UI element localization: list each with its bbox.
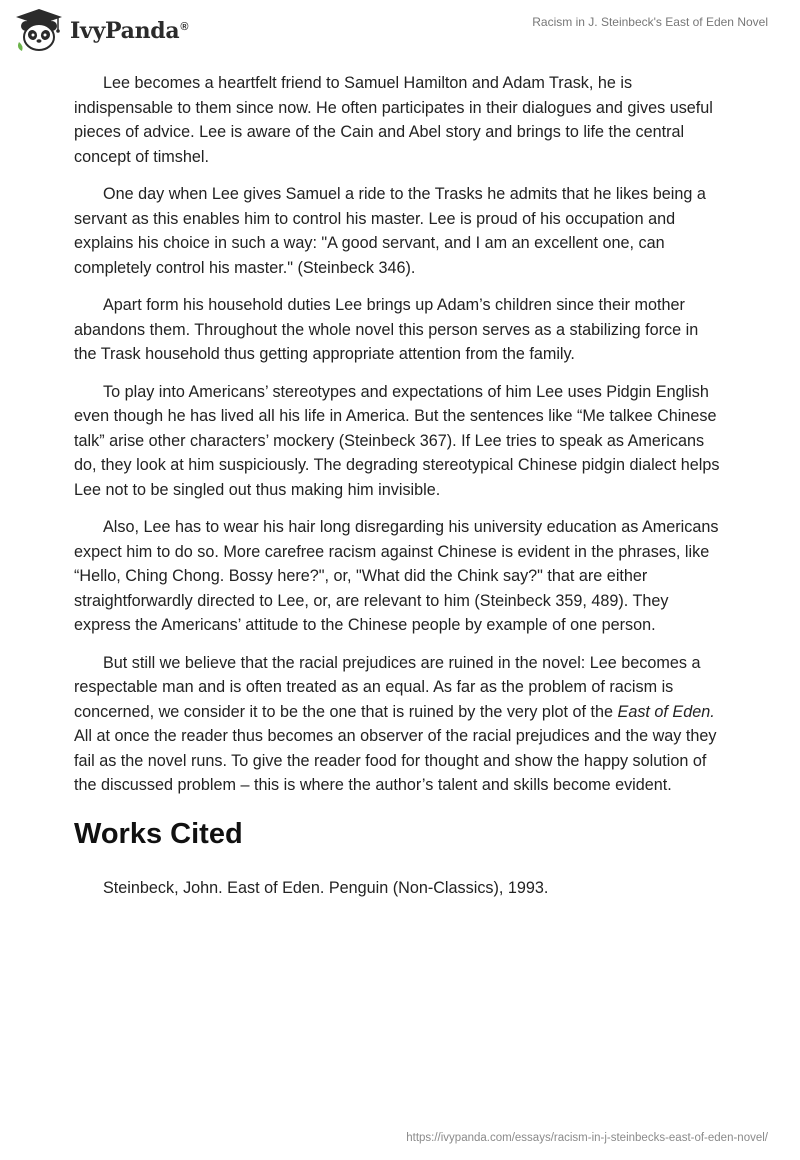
paragraph: But still we believe that the racial prejudices are ruined in the novel: Lee becomes a respectable man and is often treated as an equal. As far as the problem of racism is concerned, we consider it to be the one that is ruined by the very plot of the East of Eden. All at once the reader thus becomes an observer of the racial prejudices and the way they fail as the novel runs. To give the reader food for thought and show the happy solution of the discussed problem – this is where the author’s talent and skills become evident.	[74, 653, 717, 794]
works-cited-heading: Works Cited	[74, 817, 243, 850]
ivypanda-logo[interactable]	[14, 8, 188, 52]
panda-graduate-icon	[14, 8, 64, 52]
page-header	[0, 0, 800, 60]
paragraph: Lee becomes a heartfelt friend to Samuel Hamilton and Adam Trask, he is indispensable to them since now. He often participates in their dialogues and gives useful pieces of advice. Lee is aware of the Cain and Abel story and brings to life the central concept of timshel.	[74, 74, 713, 166]
paragraph: Apart form his household duties Lee brings up Adam’s children since their mother abandons them. Throughout the whole novel this person serves as a stabilizing force in the Trask household thus getting appropriate attention from the family.	[74, 296, 699, 363]
book-title: East of Eden.	[617, 702, 715, 721]
essay-body	[74, 71, 724, 900]
citation-entry: Steinbeck, John. East of Eden. Penguin (Non-Classics), 1993.	[103, 878, 549, 897]
source-url[interactable]: https://ivypanda.com/essays/racism-in-j-steinbecks-east-of-eden-novel/	[406, 1132, 768, 1144]
logo-wordmark: IvyPanda®	[70, 18, 189, 44]
paragraph: One day when Lee gives Samuel a ride to the Trasks he admits that he likes being a servant as this enables him to control his master. Lee is proud of his occupation and explains his choice in such a way: "A good servant, and I am an excellent one, can completely control his master." (Steinbeck 346).	[74, 185, 706, 277]
document-title: Racism in J. Steinbeck's East of Eden Novel	[532, 15, 768, 29]
paragraph: To play into Americans’ stereotypes and expectations of him Lee uses Pidgin English even though he has lived all his life in America. But the sentences like “Me talkee Chinese talk” arise other characters’ mockery (Steinbeck 367). If Lee tries to speak as Americans do, they look at him suspiciously. The degrading stereotypical Chinese pidgin dialect helps Lee not to be singled out thus making him invisible.	[74, 382, 720, 499]
paragraph: Also, Lee has to wear his hair long disregarding his university education as Americans expect him to do so. More carefree racism against Chinese is evident in the phrases, like “Hello, Ching Chong. Bossy here?", or, "What did the Chink say?" that are either straightforwardly directed to Lee, or, are relevant to him (Steinbeck 359, 489). They express the Americans’ attitude to the Chinese people by example of one person.	[74, 518, 719, 634]
